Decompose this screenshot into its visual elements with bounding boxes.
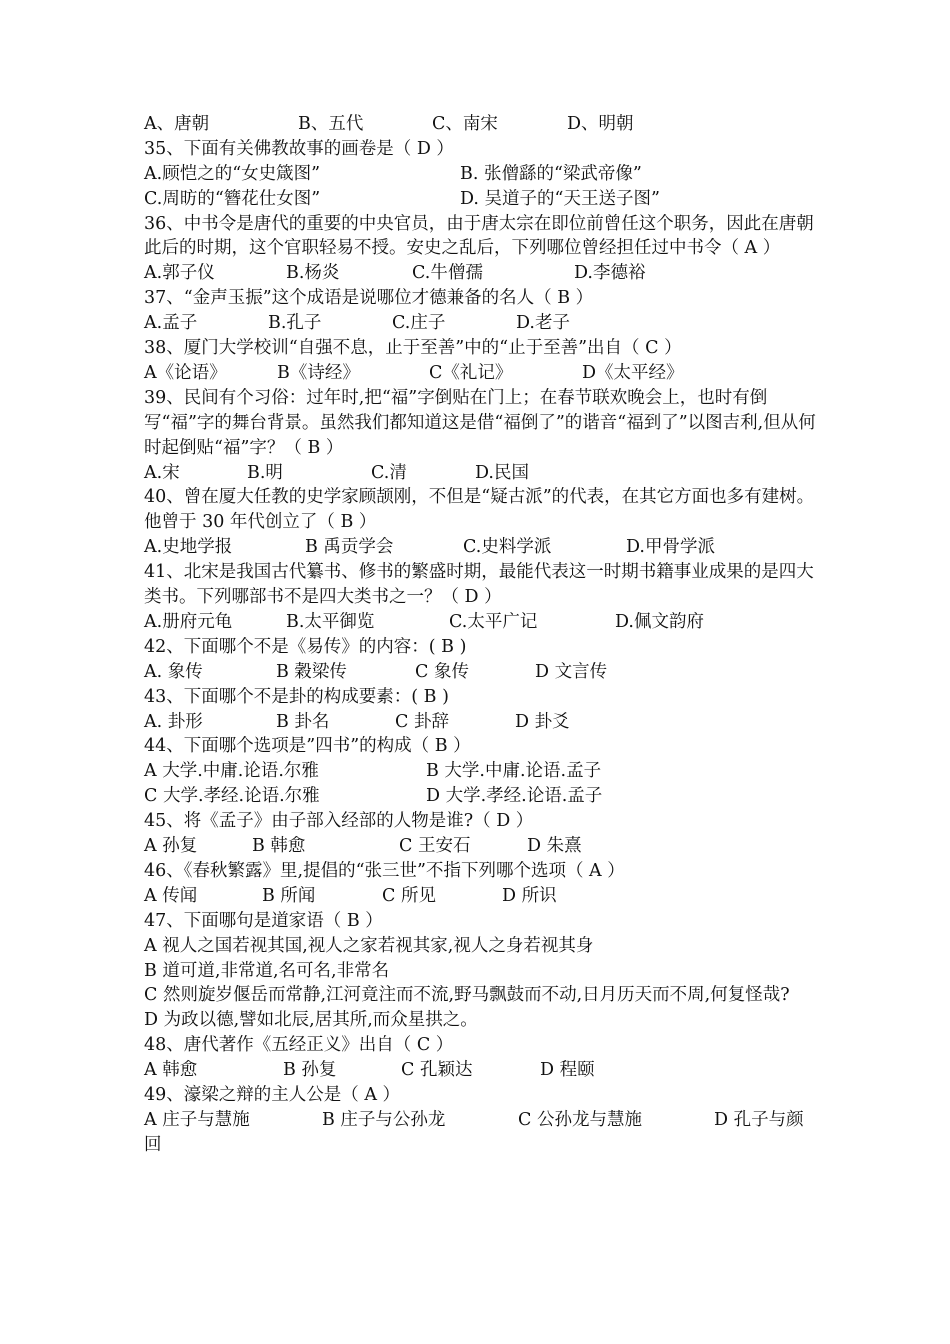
option-text: A.史地学报 <box>144 537 233 558</box>
question-line: 38、厦门大学校训“自强不息，止于至善”中的“止于至善”出自（ C ） <box>144 338 682 359</box>
question-line: D 为政以德,譬如北辰,居其所,而众星拱之。 <box>144 1010 478 1031</box>
option-text: D、明朝 <box>567 114 634 134</box>
options-line <box>144 261 824 286</box>
question-line: 39、民间有个习俗：过年时,把“福”字倒贴在门上；在春节联欢晚会上，也时有倒写“福”字的舞台背景。虽然我们都知道这是借“福倒了”的谐音“福到了”以图吉利,但从何时起倒贴“福”字？（ B ） <box>144 387 816 458</box>
question-line: 47、下面哪句是道家语（ B ） <box>144 910 383 931</box>
question-line: 40、曾在厦大任教的史学家顾颉刚，不但是“疑古派”的代表，在其它方面也多有建树。他曾于 30 年代创立了（ B ） <box>144 487 815 533</box>
option-text: B 穀梁传 <box>276 661 347 682</box>
question-line: 35、下面有关佛教故事的画卷是（ D ） <box>144 138 454 159</box>
option-text: C.太平广记 <box>449 612 538 632</box>
option-text: B.明 <box>247 462 283 483</box>
options-line <box>144 710 824 735</box>
question-line: C 然则旋岁偃岳而常静,江河竟注而不流,野马飘鼓而不动,日月历天而不周,何复怪哉? <box>144 985 790 1006</box>
options-line <box>144 112 824 137</box>
options-line <box>144 784 824 809</box>
option-text: B 庄子与公孙龙 <box>322 1110 446 1130</box>
option-text: B 孙复 <box>283 1060 337 1081</box>
options-line <box>144 660 824 685</box>
question-line: 48、唐代著作《五经正义》出自（ C ） <box>144 1035 454 1056</box>
option-text: C 公孙龙与慧施 <box>518 1110 642 1130</box>
question-line: 42、下面哪个不是《易传》的内容：( B ) <box>144 636 467 657</box>
option-text: C 王安石 <box>399 836 471 857</box>
question-line: 41、北宋是我国古代纂书、修书的繁盛时期，最能代表这一时期书籍事业成果的是四大类书。下列哪部书不是四大类书之一？（ D ） <box>144 562 814 608</box>
document-body <box>144 112 824 1158</box>
options-line <box>144 187 824 212</box>
option-text: B.杨炎 <box>286 263 340 284</box>
option-text: D《太平经》 <box>582 362 684 383</box>
option-text: C.庄子 <box>392 313 446 334</box>
option-text: B. 张僧繇的“梁武帝像” <box>460 163 642 184</box>
option-text: D.甲骨学派 <box>626 537 715 558</box>
option-text: D 所识 <box>502 885 557 906</box>
option-text: C 大学.孝经.论语.尔雅 <box>144 786 320 807</box>
option-text: A.郭子仪 <box>144 263 215 284</box>
question-line: 45、将《孟子》由子部入经部的人物是谁?（ D ） <box>144 811 534 832</box>
option-text: A.孟子 <box>144 313 198 334</box>
option-text: C.牛僧孺 <box>412 263 483 284</box>
option-text: C.清 <box>371 462 407 483</box>
option-text: A.顾恺之的“女史箴图” <box>144 163 321 184</box>
options-line <box>144 361 824 386</box>
option-text: D 大学.孝经.论语.孟子 <box>426 786 603 807</box>
question-line: 37、“金声玉振”这个成语是说哪位才德兼备的名人（ B ） <box>144 288 594 309</box>
options-line <box>144 1058 824 1083</box>
options-line <box>144 311 824 336</box>
option-text: B 韩愈 <box>252 836 306 857</box>
option-text: A.册府元龟 <box>144 612 233 632</box>
option-text: B.太平御览 <box>286 612 375 632</box>
option-text: A.宋 <box>144 462 180 483</box>
option-text: D 孔子与颜 <box>714 1110 804 1130</box>
question-line: 44、下面哪个选项是”四书”的构成（ B ） <box>144 736 471 757</box>
option-text: B《诗经》 <box>277 362 360 383</box>
question-line: 43、下面哪个不是卦的构成要素：( B ) <box>144 686 449 707</box>
option-text: A. 象传 <box>144 661 203 682</box>
question-line: 46、《春秋繁露》里,提倡的“张三世”不指下列哪个选项（ A ） <box>144 860 625 881</box>
option-text: B.孔子 <box>268 313 322 334</box>
option-text: A 大学.中庸.论语.尔雅 <box>144 761 319 782</box>
option-text: D 卦爻 <box>515 711 570 732</box>
option-text: C 象传 <box>415 661 469 682</box>
question-line: 36、中书令是唐代的重要的中央官员，由于唐太宗在即位前曾任这个职务，因此在唐朝此后的时期，这个官职轻易不授。安史之乱后，下列哪位曾经担任过中书令（ A ） <box>144 213 814 259</box>
option-text: D 程颐 <box>540 1060 595 1081</box>
question-line: A 视人之国若视其国,视人之家若视其家,视人之身若视其身 <box>144 935 594 956</box>
option-text: B、五代 <box>298 114 364 134</box>
option-text: A《论语》 <box>144 362 227 383</box>
option-text: D.佩文韵府 <box>615 612 704 632</box>
options-line <box>144 834 824 859</box>
option-text: B 所闻 <box>262 885 316 906</box>
option-text: A 孙复 <box>144 836 198 857</box>
question-line: 49、濠梁之辩的主人公是（ A ） <box>144 1085 401 1106</box>
option-text: D.民国 <box>475 462 529 483</box>
option-text: C 所见 <box>382 885 436 906</box>
option-text: D.李德裕 <box>574 263 646 284</box>
option-text: D.老子 <box>516 313 570 334</box>
option-text: C《礼记》 <box>429 362 513 383</box>
options-line <box>144 610 824 635</box>
option-text: C.周昉的“簪花仕女图” <box>144 188 321 209</box>
option-text: B 卦名 <box>276 711 330 732</box>
option-text: C.史料学派 <box>463 537 552 558</box>
options-line <box>144 162 824 187</box>
option-text: C、南宋 <box>432 114 498 134</box>
option-text: D 朱熹 <box>527 836 582 857</box>
options-line <box>144 1108 824 1133</box>
option-text: A、唐朝 <box>144 114 210 134</box>
options-line <box>144 884 824 909</box>
question-line: 回 <box>144 1134 162 1155</box>
option-text: D 文言传 <box>535 661 608 682</box>
option-text: A 传闻 <box>144 885 198 906</box>
option-text: A 韩愈 <box>144 1060 198 1081</box>
options-line <box>144 461 824 486</box>
option-text: C 孔颖达 <box>401 1060 473 1081</box>
option-text: C 卦辞 <box>395 711 449 732</box>
options-line <box>144 535 824 560</box>
option-text: A 庄子与慧施 <box>144 1110 250 1130</box>
option-text: B 大学.中庸.论语.孟子 <box>426 761 602 782</box>
option-text: A. 卦形 <box>144 711 203 732</box>
option-text: D. 吴道子的“天王送子图” <box>460 188 660 209</box>
question-line: B 道可道,非常道,名可名,非常名 <box>144 960 390 981</box>
option-text: B 禹贡学会 <box>305 537 394 558</box>
options-line <box>144 759 824 784</box>
